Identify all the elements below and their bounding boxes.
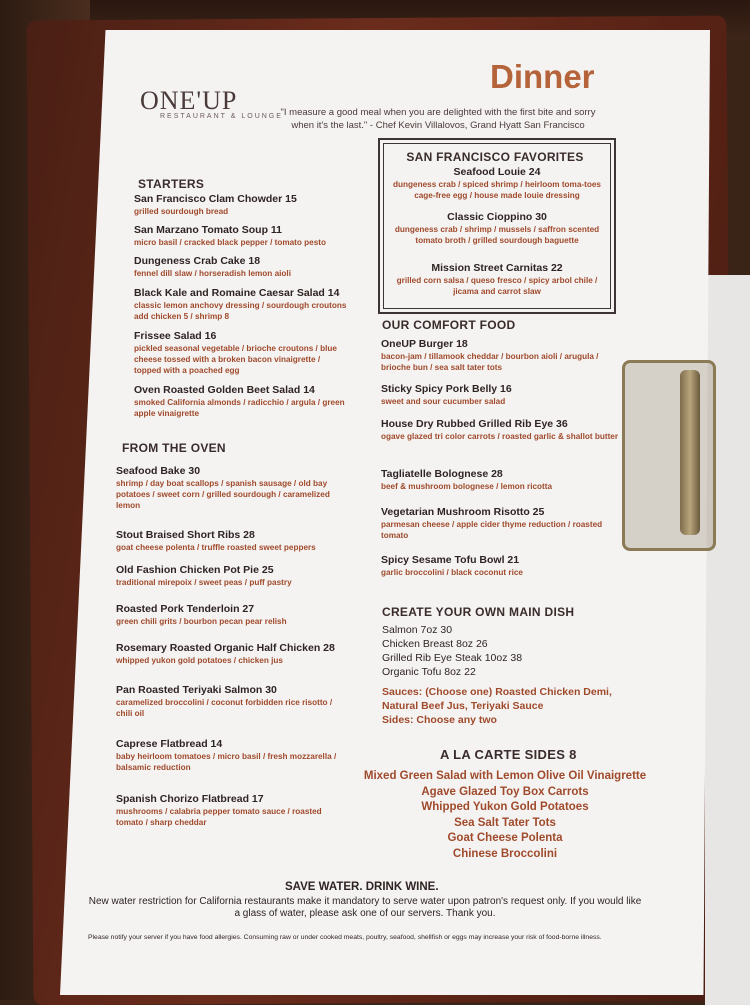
item-description: traditional mirepoix / sweet peas / puff pastry [116,578,292,587]
sauces-line: Sauces: (Choose one) Roasted Chicken Demi, Natural Beef Jus, Teriyaki Sauce [382,686,612,712]
item-name: Vegetarian Mushroom Risotto 25 [381,506,545,518]
list-item [116,684,338,738]
item-description: garlic broccolini / black coconut rice [381,568,523,577]
list-item [381,418,621,468]
item-description: ogave glazed tri color carrots / roasted garlic & shallot butter [381,432,619,441]
create-options [382,623,622,727]
list-item [134,287,349,330]
item-name: Spicy Sesame Tofu Bowl 21 [381,554,520,566]
item-description: classic lemon anchovy dressing / sourdough croutons add chicken 5 / shrimp 8 [134,301,347,321]
favorites-heading: SAN FRANCISCO FAVORITES [406,150,584,164]
item-description: grilled corn salsa / queso fresco / spicy arbol chile / jicama and carrot slaw [396,276,598,296]
list-item [116,642,338,684]
menu-clip [622,360,716,551]
item-name: Seafood Bake 30 [116,465,201,477]
item-name: Seafood Louie 24 [453,166,541,178]
list-item: Chinese Broccolini [452,847,558,860]
favorites-box [378,138,616,314]
list-item: Mixed Green Salad with Lemon Olive Oil Vinaigrette [363,770,647,782]
item-name: OneUP Burger 18 [381,338,468,350]
list-item: Salmon 7oz 30 [382,624,453,636]
list-item: Organic Tofu 8oz 22 [382,666,476,678]
menu-clip-bar [680,370,700,535]
item-description: dungeness crab / shrimp / mussels / saffron scented tomato broth / grilled sourdough baguette [394,225,600,245]
item-description: pickled seasonal vegetable / brioche croutons / blue cheese tossed with a broken bacon vinaigrette / topped with a poached egg [134,344,337,375]
item-description: fennel dill slaw / horseradish lemon aioli [134,269,291,278]
list-item: Goat Cheese Polenta [447,832,563,844]
list-item: Agave Glazed Toy Box Carrots [421,785,589,798]
item-description: whipped yukon gold potatoes / chicken jus [116,656,283,665]
list-item [134,193,349,224]
list-item [381,506,621,554]
item-description: bacon-jam / tillamook cheddar / bourbon aioli / arugula / brioche bun / sea salt tater tots [381,352,599,372]
item-name: Pan Roasted Teriyaki Salmon 30 [116,684,277,696]
item-description: parmesan cheese / apple cider thyme reduction / roasted tomato [381,520,603,540]
list-item [116,738,338,793]
allergy-notice: Please notify your server if you have food allergies. Consuming raw or under cooked meats, poultry, seafood, shellfish or eggs may increase your risk of food-borne illness. [88,934,602,941]
list-item [134,384,349,419]
item-name: Sticky Spicy Pork Belly 16 [381,383,512,395]
water-notice: New water restriction for California restaurants make it mandatory to serve water upon patron's request only. If you would like a glass of water, please ask one of our servers. Thank you. [88,896,642,919]
list-item [381,383,621,418]
create-heading: CREATE YOUR OWN MAIN DISH [382,605,575,619]
list-item: Sea Salt Tater Tots [454,816,556,829]
item-name: Mission Street Carnitas 22 [431,262,563,274]
starters-list [134,193,349,419]
list-item [134,330,349,384]
item-name: Spanish Chorizo Flatbread 17 [116,793,264,805]
sides-line: Sides: Choose any two [382,714,497,726]
list-item [116,793,338,828]
menu-title: Dinner [490,58,595,95]
list-item [381,338,621,383]
list-item [392,166,602,201]
list-item [116,529,338,564]
item-name: Dungeness Crab Cake 18 [134,255,261,267]
list-item [381,554,621,578]
restaurant-logo-subtitle: RESTAURANT & LOUNGE [160,113,283,120]
item-name: Tagliatelle Bolognese 28 [381,468,503,480]
sides-list [360,769,650,862]
list-item [116,465,338,529]
starters-heading: STARTERS [138,177,205,191]
sides-heading: A LA CARTE SIDES 8 [440,747,577,762]
item-description: mushrooms / calabria pepper tomato sauce / roasted tomato / sharp cheddar [116,807,322,827]
item-description: micro basil / cracked black pepper / tomato pesto [134,238,327,247]
item-description: grilled sourdough bread [134,207,229,216]
oven-heading: FROM THE OVEN [122,441,226,455]
item-name: Oven Roasted Golden Beet Salad 14 [134,384,315,396]
list-item [134,224,349,255]
item-description: caramelized broccolini / coconut forbidden rice risotto / chili oil [116,698,333,718]
oven-list [116,465,338,828]
item-description: beef & mushroom bolognese / lemon ricotta [381,482,553,491]
item-name: Old Fashion Chicken Pot Pie 25 [116,564,274,576]
item-name: Roasted Pork Tenderloin 27 [116,603,255,615]
comfort-heading: OUR COMFORT FOOD [382,318,516,332]
item-description: smoked California almonds / radicchio / argula / green apple vinaigrette [134,398,345,418]
restaurant-logo: ONE'UP [140,86,238,115]
item-description: shrimp / day boat scallops / spanish sausage / old bay potatoes / sweet corn / grilled sourdough / caramelized lemon [116,479,330,510]
list-item [116,564,338,603]
item-description: dungeness crab / spiced shrimp / heirloom toma-toes cage-free egg / house made louie dressing [393,180,601,200]
item-name: Rosemary Roasted Organic Half Chicken 28 [116,642,335,654]
item-name: Stout Braised Short Ribs 28 [116,529,255,541]
list-item: Chicken Breast 8oz 26 [382,638,488,650]
item-description: sweet and sour cucumber salad [381,397,506,406]
item-name: San Marzano Tomato Soup 11 [134,224,282,236]
item-description: baby heirloom tomatoes / micro basil / fresh mozzarella / balsamic reduction [116,752,337,772]
item-name: Classic Cioppino 30 [447,211,547,223]
list-item: Whipped Yukon Gold Potatoes [421,801,589,813]
item-name: Frissee Salad 16 [134,330,217,342]
item-description: goat cheese polenta / truffle roasted sweet peppers [116,543,316,552]
list-item [392,211,602,246]
chef-quote: "I measure a good meal when you are delighted with the first bite and sorry when it's the last." - Chef Kevin Villalovos, Grand Hyatt San Francisco [280,107,596,131]
item-name: San Francisco Clam Chowder 15 [134,193,297,205]
comfort-list [381,338,621,578]
item-description: green chili grits / bourbon pecan pear relish [116,617,287,626]
item-name: Black Kale and Romaine Caesar Salad 14 [134,287,340,299]
item-name: House Dry Rubbed Grilled Rib Eye 36 [381,418,568,430]
save-water-heading: SAVE WATER. DRINK WINE. [285,881,439,893]
item-name: Caprese Flatbread 14 [116,738,223,750]
list-item [134,255,349,287]
list-item [381,468,621,506]
list-item: Grilled Rib Eye Steak 10oz 38 [382,652,523,664]
list-item [116,603,338,642]
list-item [392,262,602,297]
